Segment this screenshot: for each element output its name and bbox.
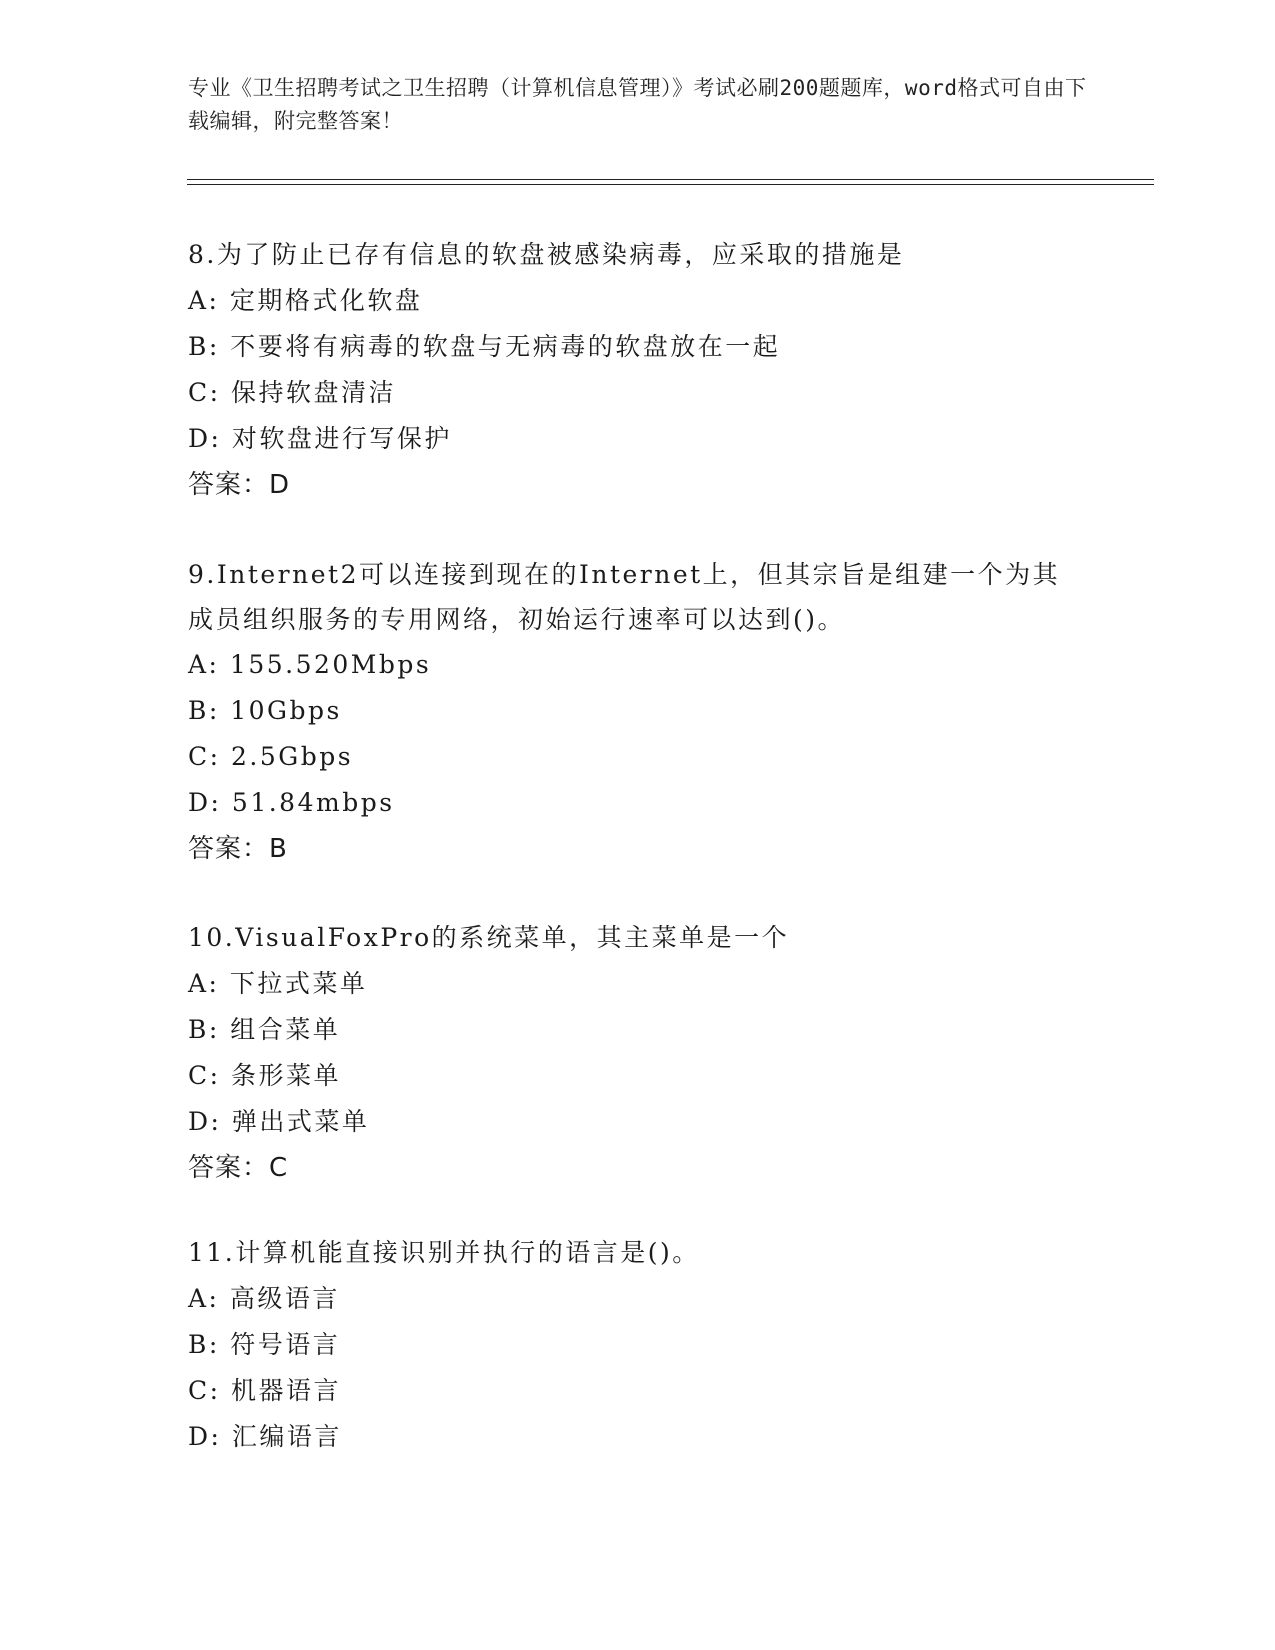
answer-label: 答案：B: [188, 834, 288, 864]
option-b: B: 10Gbps: [188, 696, 342, 725]
option-a: A: 定期格式化软盘: [188, 286, 423, 315]
option-c: C: 条形菜单: [188, 1061, 341, 1090]
option-c: C: 保持软盘清洁: [188, 378, 396, 407]
header-divider-top: [187, 179, 1154, 180]
option-d: D: 弹出式菜单: [188, 1107, 370, 1136]
document-header: 专业《卫生招聘考试之卫生招聘（计算机信息管理）》考试必刷200题题库，word格式可自由下载编辑，附完整答案！: [188, 76, 1087, 133]
question-11: [188, 1230, 1088, 1460]
question-stem: 10.VisualFoxPro的系统菜单，其主菜单是一个: [188, 923, 790, 952]
option-c: C: 2.5Gbps: [188, 742, 354, 771]
option-d: D: 51.84mbps: [188, 788, 395, 817]
option-a: A: 155.520Mbps: [188, 650, 432, 679]
header-divider-bottom: [187, 184, 1154, 185]
question-stem: 9.Internet2可以连接到现在的Internet上，但其宗旨是组建一个为其成员组织服务的专用网络，初始运行速率可以达到()。: [188, 560, 1061, 634]
question-stem: 11.计算机能直接识别并执行的语言是()。: [188, 1238, 700, 1267]
option-a: A: 高级语言: [188, 1284, 340, 1313]
option-a: A: 下拉式菜单: [188, 969, 368, 998]
option-b: B: 不要将有病毒的软盘与无病毒的软盘放在一起: [188, 332, 781, 361]
question-stem: 8.为了防止已存有信息的软盘被感染病毒，应采取的措施是: [188, 240, 905, 269]
question-8: [188, 232, 1088, 508]
question-10: [188, 915, 1088, 1191]
option-d: D: 对软盘进行写保护: [188, 424, 452, 453]
option-c: C: 机器语言: [188, 1376, 341, 1405]
question-9: [188, 552, 1088, 872]
option-b: B: 符号语言: [188, 1330, 341, 1359]
answer-label: 答案：C: [188, 1153, 289, 1183]
option-d: D: 汇编语言: [188, 1422, 342, 1451]
answer-label: 答案：D: [188, 470, 291, 500]
option-b: B: 组合菜单: [188, 1015, 341, 1044]
